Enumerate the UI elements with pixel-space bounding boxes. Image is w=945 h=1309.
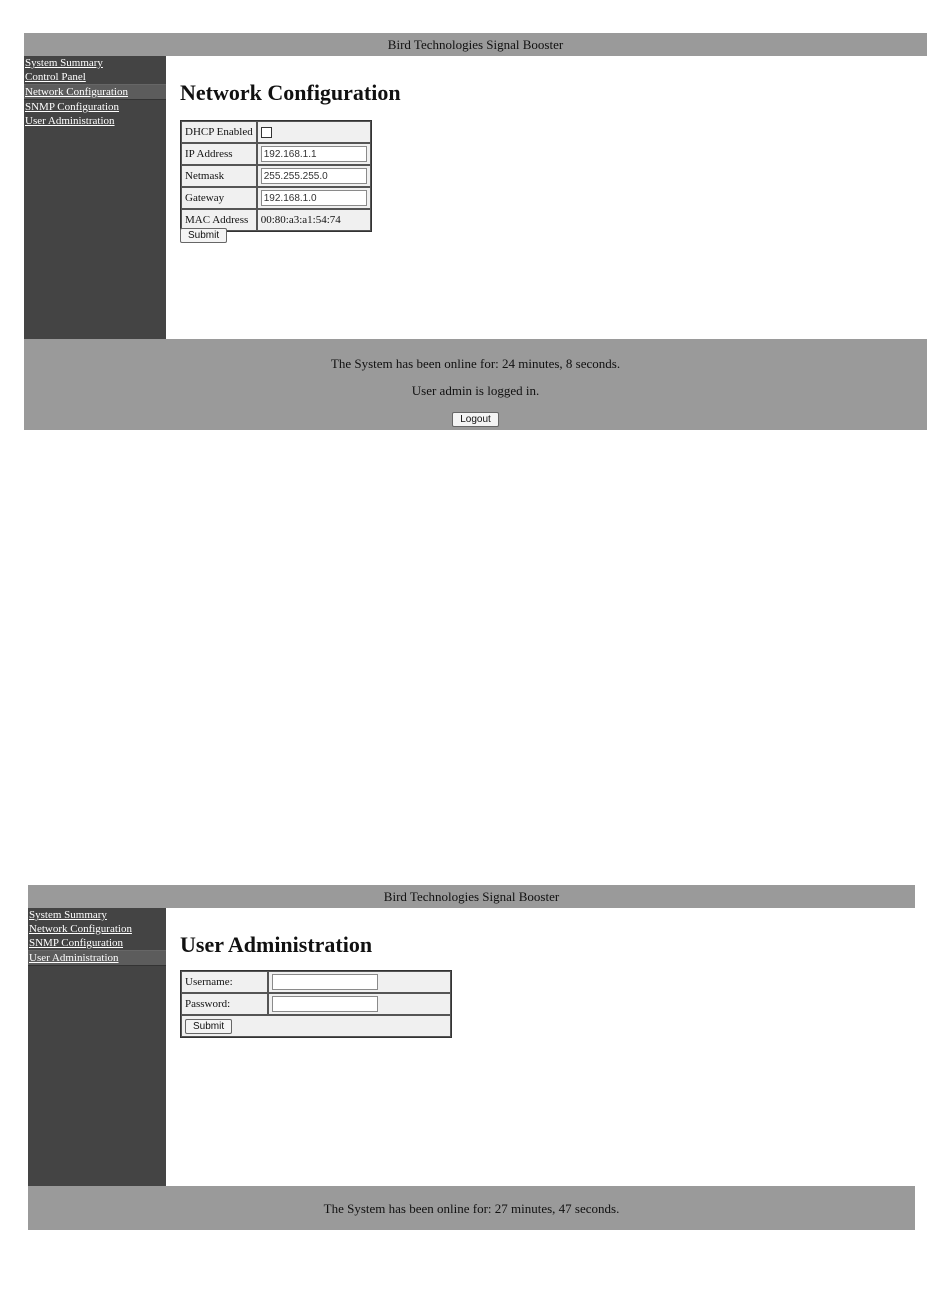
table-row xyxy=(181,187,371,209)
netmask-label: Netmask xyxy=(181,165,257,187)
table-row xyxy=(181,165,371,187)
sidebar-item-user-administration[interactable]: User Administration xyxy=(28,950,166,966)
logout-button[interactable]: Logout xyxy=(452,412,499,427)
username-input[interactable] xyxy=(272,974,378,990)
sidebar-item-network-configuration[interactable]: Network Configuration xyxy=(29,923,132,935)
network-config-form xyxy=(180,120,372,232)
page-title: User Administration xyxy=(180,932,373,957)
app-title: Bird Technologies Signal Booster xyxy=(387,37,564,52)
sidebar-item-control-panel[interactable]: Control Panel xyxy=(25,71,86,83)
uptime-text: The System has been online for: 27 minutes, 47 seconds. xyxy=(323,1201,620,1216)
netmask-input[interactable] xyxy=(261,168,367,184)
network-config-window xyxy=(24,33,927,430)
table-row xyxy=(181,1015,451,1037)
table-row xyxy=(181,993,451,1015)
table-row xyxy=(181,971,451,993)
uptime-text: The System has been online for: 24 minutes, 8 seconds. xyxy=(330,356,621,371)
sidebar-item-user-administration[interactable]: User Administration xyxy=(25,115,115,127)
footer xyxy=(24,339,927,430)
mac-address-value: 00:80:a3:a1:54:74 xyxy=(257,209,371,231)
dhcp-cell xyxy=(257,121,371,143)
user-admin-form xyxy=(180,970,452,1038)
dhcp-checkbox[interactable] xyxy=(261,127,272,138)
password-label: Password: xyxy=(181,993,268,1015)
submit-cell xyxy=(181,1015,451,1037)
table-row xyxy=(181,143,371,165)
sidebar-item-system-summary[interactable]: System Summary xyxy=(29,909,107,921)
header-bar xyxy=(24,33,927,56)
ip-address-cell xyxy=(257,143,371,165)
gateway-label: Gateway xyxy=(181,187,257,209)
logout-container xyxy=(24,410,927,427)
main-content xyxy=(166,56,927,339)
username-cell xyxy=(268,971,451,993)
ip-address-input[interactable] xyxy=(261,146,367,162)
logged-in-text: User admin is logged in. xyxy=(411,383,540,398)
password-input[interactable] xyxy=(272,996,378,1012)
sidebar-item-snmp-configuration[interactable]: SNMP Configuration xyxy=(29,937,124,949)
table-row xyxy=(181,121,371,143)
submit-button[interactable]: Submit xyxy=(180,228,227,243)
gateway-cell xyxy=(257,187,371,209)
user-admin-window xyxy=(28,885,915,1230)
footer xyxy=(28,1186,915,1230)
sidebar-item-snmp-configuration[interactable]: SNMP Configuration xyxy=(25,101,120,113)
sidebar-item-network-configuration[interactable]: Network Configuration xyxy=(24,84,166,100)
ip-address-label: IP Address xyxy=(181,143,257,165)
sidebar xyxy=(28,908,166,1186)
sidebar xyxy=(24,56,166,339)
page-title: Network Configuration xyxy=(180,80,401,105)
gateway-input[interactable] xyxy=(261,190,367,206)
main-content xyxy=(166,908,915,1186)
dhcp-label: DHCP Enabled xyxy=(181,121,257,143)
submit-button[interactable]: Submit xyxy=(185,1019,232,1034)
header-bar xyxy=(28,885,915,908)
sidebar-item-system-summary[interactable]: System Summary xyxy=(25,57,103,69)
password-cell xyxy=(268,993,451,1015)
netmask-cell xyxy=(257,165,371,187)
app-title: Bird Technologies Signal Booster xyxy=(383,889,560,904)
mac-address-label: MAC Address xyxy=(181,209,257,231)
username-label: Username: xyxy=(181,971,268,993)
